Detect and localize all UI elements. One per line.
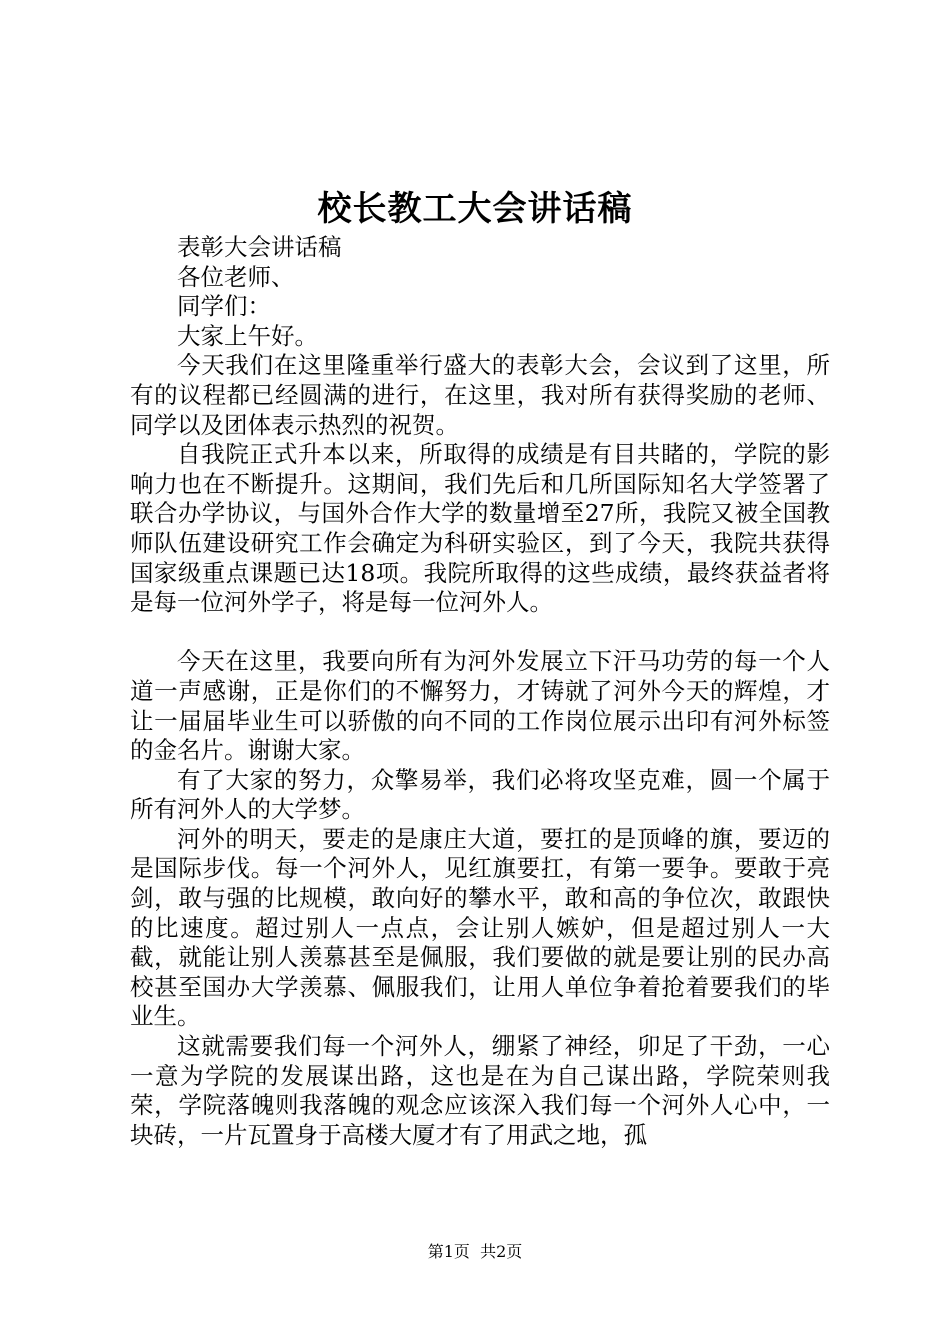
- page-footer: [0, 1240, 950, 1264]
- paragraph-greeting: 大家上午好。: [177, 321, 318, 350]
- page-number: 第1页 共2页: [427, 1242, 523, 1261]
- paragraph-heading: 表彰大会讲话稿: [177, 233, 342, 261]
- paragraph-future: 河外的明天，要走的是康庄大道，要扛的是顶峰的旗，要迈的是国际步伐。每一个河外人，见红旗要扛，有第一要争。要敢于亮剑，敢与强的比规模，敢向好的攀水平，敢和高的争位次，敢跟快的比速度。超过别人一点点，会让别人嫉妒，但是超过别人一大截，就能让别人羡慕甚至是佩服，我们要做的就是要让别的民办高校甚至国办大学羡慕、佩服我们，让用人单位争着抢着要我们的毕业生。: [130, 824, 830, 1031]
- paragraph-salutation-students: 同学们：: [177, 292, 271, 321]
- paragraph-congratulations: 今天我们在这里隆重举行盛大的表彰大会，会议到了这里，所有的议程都已经圆满的进行，在这里，我对所有获得奖励的老师、同学以及团体表示热烈的祝贺。: [130, 351, 830, 439]
- paragraph-achievements: 自我院正式升本以来，所取得的成绩是有目共睹的，学院的影响力也在不断提升。这期间，我们先后和几所国际知名大学签署了联合办学协议，与国外合作大学的数量增至27所，我院又被全国教师队伍建设研究工作会确定为科研实验区，到了今天，我院共获得国家级重点课题已达18项。我院所取得的这些成绩，最终获益者将是每一位河外学子，将是每一位河外人。: [130, 440, 830, 617]
- document-body: [130, 233, 830, 1150]
- paragraph-spacer: [130, 618, 830, 648]
- document-title: 校长教工大会讲话稿: [317, 189, 633, 229]
- paragraph-call-to-action: 这就需要我们每一个河外人，绷紧了神经，卯足了干劲，一心一意为学院的发展谋出路，这也是在为自己谋出路，学院荣则我荣，学院落魄则我落魄的观念应该深入我们每一个河外人心中，一块砖，一片瓦置身于高楼大厦才有了用武之地，孤: [130, 1032, 830, 1149]
- paragraph-dream: 有了大家的努力，众擎易举，我们必将攻坚克难，圆一个属于所有河外人的大学梦。: [130, 765, 830, 824]
- paragraph-salutation-teachers: 各位老师、: [177, 262, 295, 291]
- paragraph-thanks: 今天在这里，我要向所有为河外发展立下汗马功劳的每一个人道一声感谢，正是你们的不懈努力，才铸就了河外今天的辉煌，才让一届届毕业生可以骄傲的向不同的工作岗位展示出印有河外标签的金名片。谢谢大家。: [130, 647, 830, 765]
